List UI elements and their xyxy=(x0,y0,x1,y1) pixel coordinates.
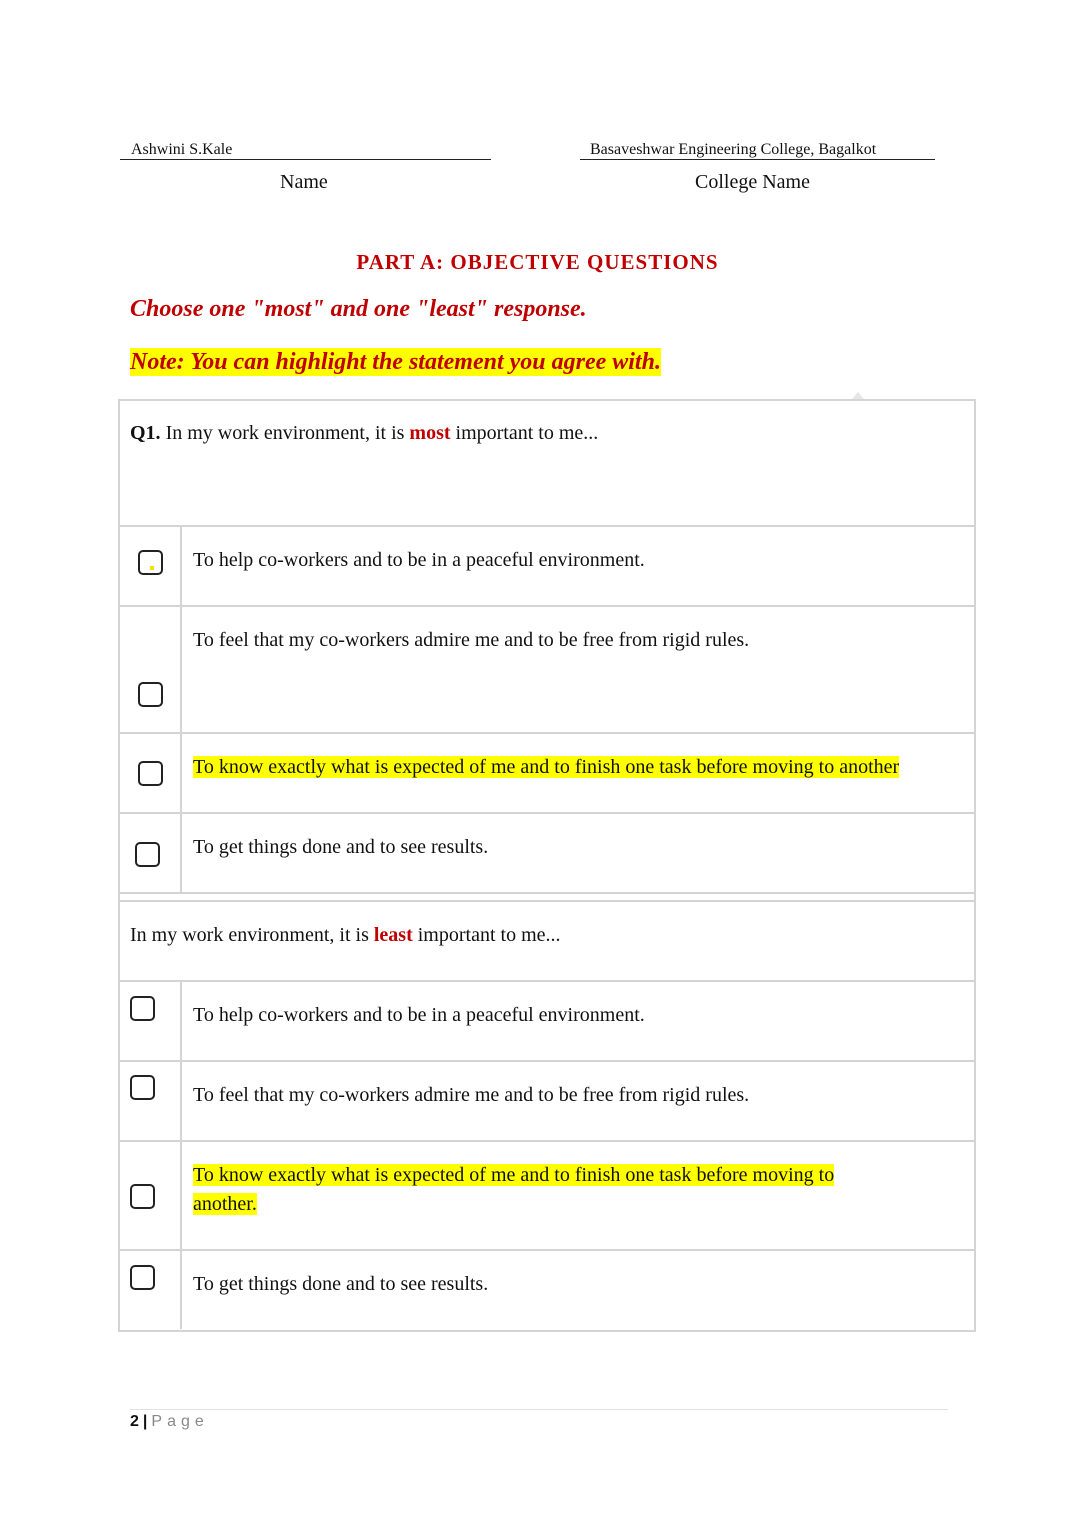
page-footer xyxy=(130,1413,209,1431)
footer-separator: | xyxy=(142,1413,148,1430)
most-option-2-checkbox[interactable] xyxy=(138,682,163,707)
most-option-3-checkbox[interactable] xyxy=(138,761,163,786)
column-divider xyxy=(180,982,182,1329)
row-divider xyxy=(120,892,974,894)
question-least-suffix: important to me... xyxy=(417,924,561,946)
row-divider xyxy=(120,525,974,527)
most-option-4-text: To get things done and to see results. xyxy=(193,836,489,858)
instruction-text: Choose one "most" and one "least" response. xyxy=(130,296,587,322)
column-divider xyxy=(180,527,182,892)
most-option-3-text: To know exactly what is expected of me and to finish one task before moving to another xyxy=(193,756,900,778)
least-option-4-text: To get things done and to see results. xyxy=(193,1273,489,1295)
most-option-1-text: To help co-workers and to be in a peaceful environment. xyxy=(193,549,645,571)
least-option-1-checkbox[interactable] xyxy=(130,996,155,1021)
least-option-2-checkbox[interactable] xyxy=(130,1075,155,1100)
name-underline xyxy=(120,159,491,160)
least-option-3-checkbox[interactable] xyxy=(130,1184,155,1209)
question-most-heading xyxy=(130,422,598,445)
row-divider xyxy=(120,1249,974,1251)
note-text: Note: You can highlight the statement you agree with. xyxy=(130,349,661,375)
most-option-1-checkbox[interactable] xyxy=(138,550,163,575)
row-divider xyxy=(120,605,974,607)
row-divider xyxy=(120,812,974,814)
least-option-4-checkbox[interactable] xyxy=(130,1265,155,1290)
college-underline xyxy=(580,159,935,160)
question-most-keyword: most xyxy=(409,422,451,444)
page-number: 2 xyxy=(130,1413,139,1430)
comment-notch xyxy=(852,392,864,399)
most-option-4-checkbox[interactable] xyxy=(135,842,160,867)
question-least-keyword: least xyxy=(373,924,413,946)
least-option-2-text: To feel that my co-workers admire me and to be free from rigid rules. xyxy=(193,1084,750,1106)
most-option-2-text: To feel that my co-workers admire me and to be free from rigid rules. xyxy=(193,629,750,651)
row-divider xyxy=(120,900,974,902)
question-most-prefix: In my work environment, it is xyxy=(165,422,405,444)
question-most-suffix: important to me... xyxy=(455,422,599,444)
least-option-1-text: To help co-workers and to be in a peaceful environment. xyxy=(193,1004,645,1026)
name-value: Ashwini S.Kale xyxy=(131,141,233,158)
question-number: Q1. xyxy=(130,422,161,444)
row-divider xyxy=(120,1140,974,1142)
page-word: Page xyxy=(151,1413,209,1430)
question-least-prefix: In my work environment, it is xyxy=(130,924,369,946)
name-label: Name xyxy=(280,171,328,193)
row-divider xyxy=(120,980,974,982)
part-title: PART A: OBJECTIVE QUESTIONS xyxy=(356,250,719,274)
least-option-3-text-continued: another. xyxy=(193,1193,257,1215)
row-divider xyxy=(120,732,974,734)
question-least-heading xyxy=(130,924,561,947)
checkbox-mark xyxy=(150,566,154,570)
footer-rule xyxy=(130,1409,948,1410)
college-value: Basaveshwar Engineering College, Bagalkot xyxy=(590,141,877,158)
row-divider xyxy=(120,1060,974,1062)
college-label: College Name xyxy=(695,171,810,193)
least-option-3-text: To know exactly what is expected of me and to finish one task before moving to xyxy=(193,1164,835,1186)
